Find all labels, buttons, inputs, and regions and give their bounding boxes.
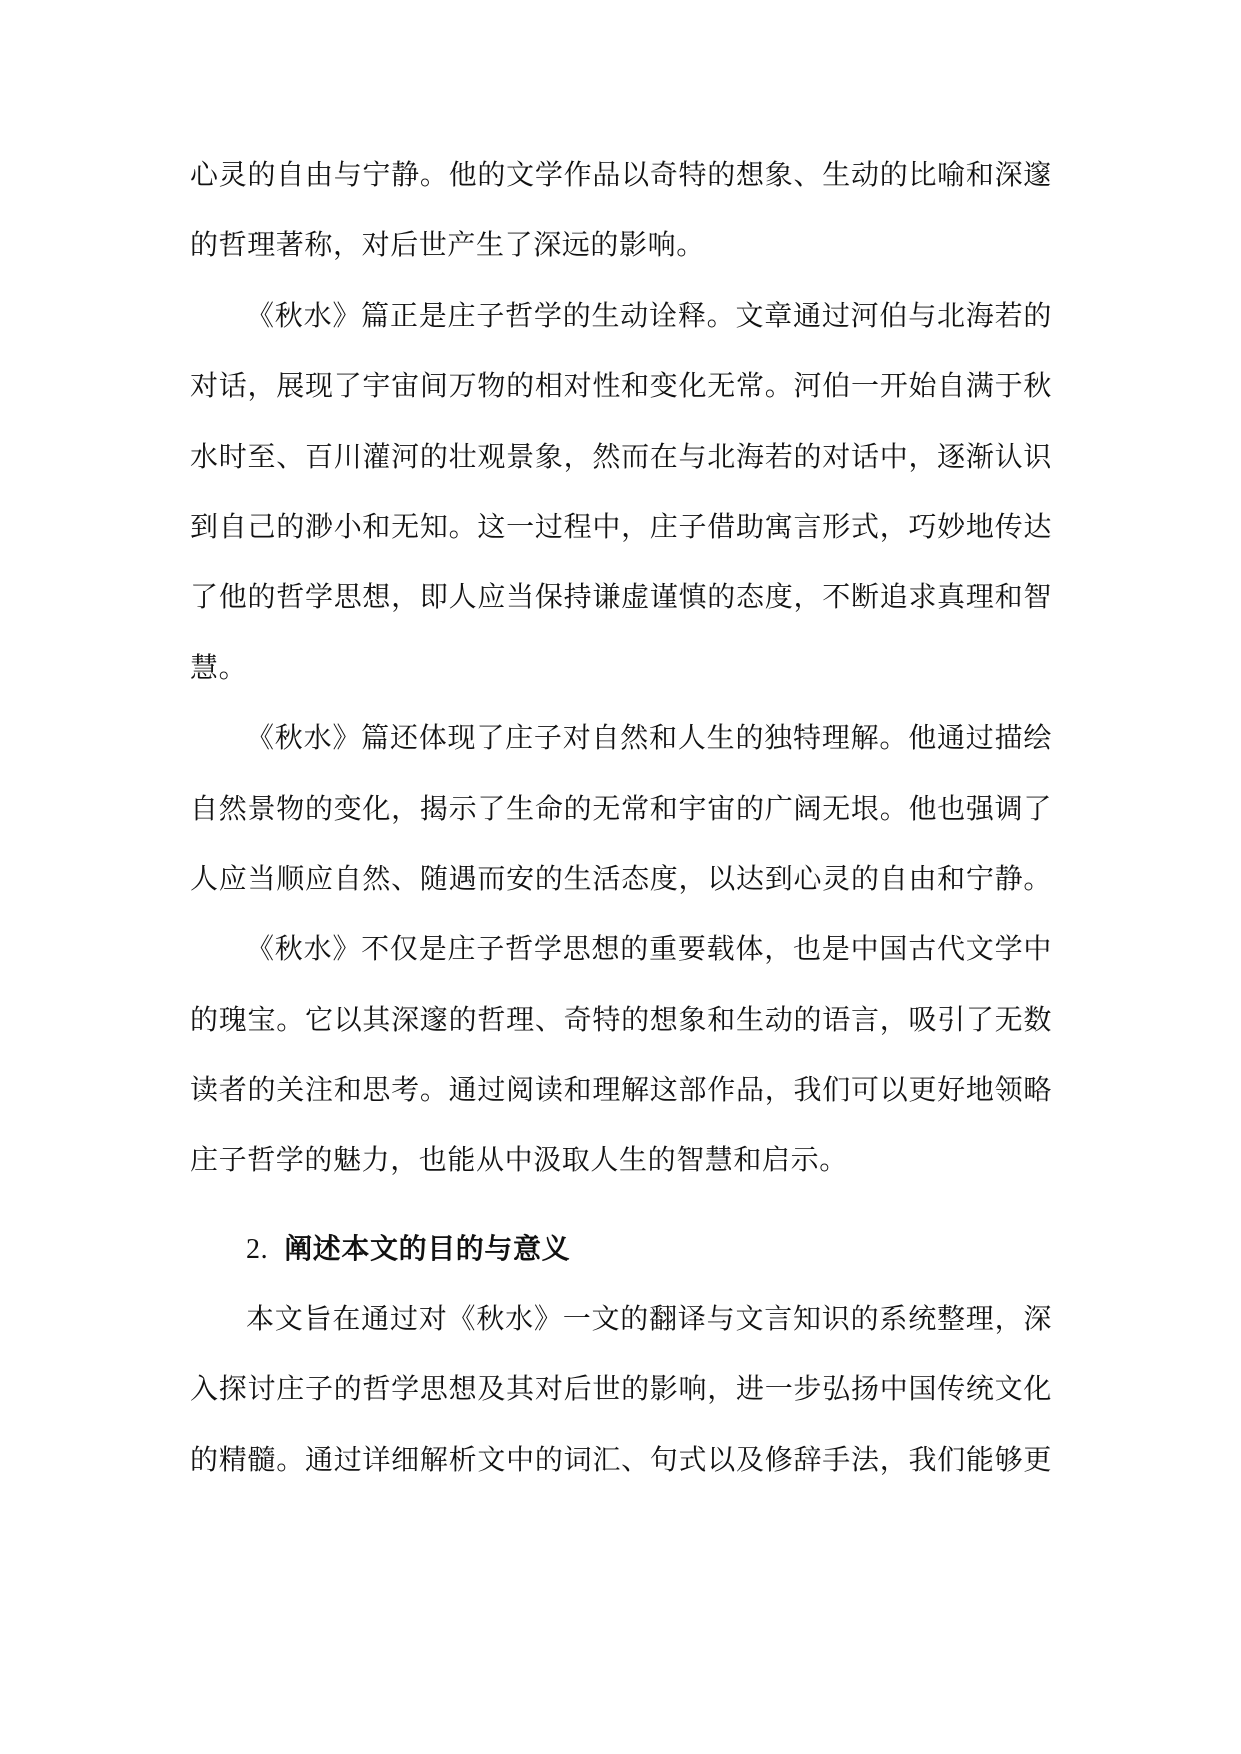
paragraph-line: 水时至、百川灌河的壮观景象，然而在与北海若的对话中，逐渐认识: [190, 439, 1052, 473]
paragraph-line: 的瑰宝。它以其深邃的哲理、奇特的想象和生动的语言，吸引了无数: [190, 1002, 1052, 1036]
paragraph-line: 入探讨庄子的哲学思想及其对后世的影响，进一步弘扬中国传统文化: [190, 1372, 1052, 1406]
paragraph-line: 了他的哲学思想，即人应当保持谦虚谨慎的态度，不断追求真理和智: [190, 580, 1052, 614]
paragraph-line: 到自己的渺小和无知。这一过程中，庄子借助寓言形式，巧妙地传达: [190, 509, 1052, 543]
paragraph-line: 的哲理著称，对后世产生了深远的影响。: [190, 228, 705, 262]
paragraph-3: [190, 703, 1052, 914]
document-page: [190, 140, 1052, 1495]
section-title: 阐述本文的目的与意义: [284, 1231, 571, 1265]
section-number: 2.: [246, 1233, 269, 1265]
paragraph-line: 的精髓。通过详细解析文中的词汇、句式以及修辞手法，我们能够更: [190, 1442, 1052, 1476]
paragraph-line: 本文旨在通过对《秋水》一文的翻译与文言知识的系统整理，深: [246, 1301, 1052, 1335]
paragraph-line: 《秋水》篇还体现了庄子对自然和人生的独特理解。他通过描绘: [246, 721, 1052, 755]
paragraph-2: [190, 281, 1052, 703]
paragraph-line: 《秋水》不仅是庄子哲学思想的重要载体，也是中国古代文学中: [246, 932, 1052, 966]
paragraph-line: 读者的关注和思考。通过阅读和理解这部作品，我们可以更好地领略: [190, 1073, 1052, 1107]
paragraph-line: 自然景物的变化，揭示了生命的无常和宇宙的广阔无垠。他也强调了: [190, 791, 1052, 825]
paragraph-line: 庄子哲学的魅力，也能从中汲取人生的智慧和启示。: [190, 1143, 848, 1177]
paragraph-4: [190, 914, 1052, 1196]
paragraph-line: 慧。: [190, 650, 248, 684]
paragraph-line: 心灵的自由与宁静。他的文学作品以奇特的想象、生动的比喻和深邃: [190, 158, 1052, 191]
section-heading: [190, 1214, 1052, 1284]
paragraph-line: 《秋水》篇正是庄子哲学的生动诠释。文章通过河伯与北海若的: [246, 298, 1052, 332]
paragraph-1: [190, 140, 1052, 281]
paragraph-line: 对话，展现了宇宙间万物的相对性和变化无常。河伯一开始自满于秋: [190, 369, 1052, 403]
paragraph-line: 人应当顺应自然、随遇而安的生活态度，以达到心灵的自由和宁静。: [190, 861, 1052, 895]
section-paragraph: [190, 1284, 1052, 1495]
section-spacer: [190, 1196, 1052, 1214]
